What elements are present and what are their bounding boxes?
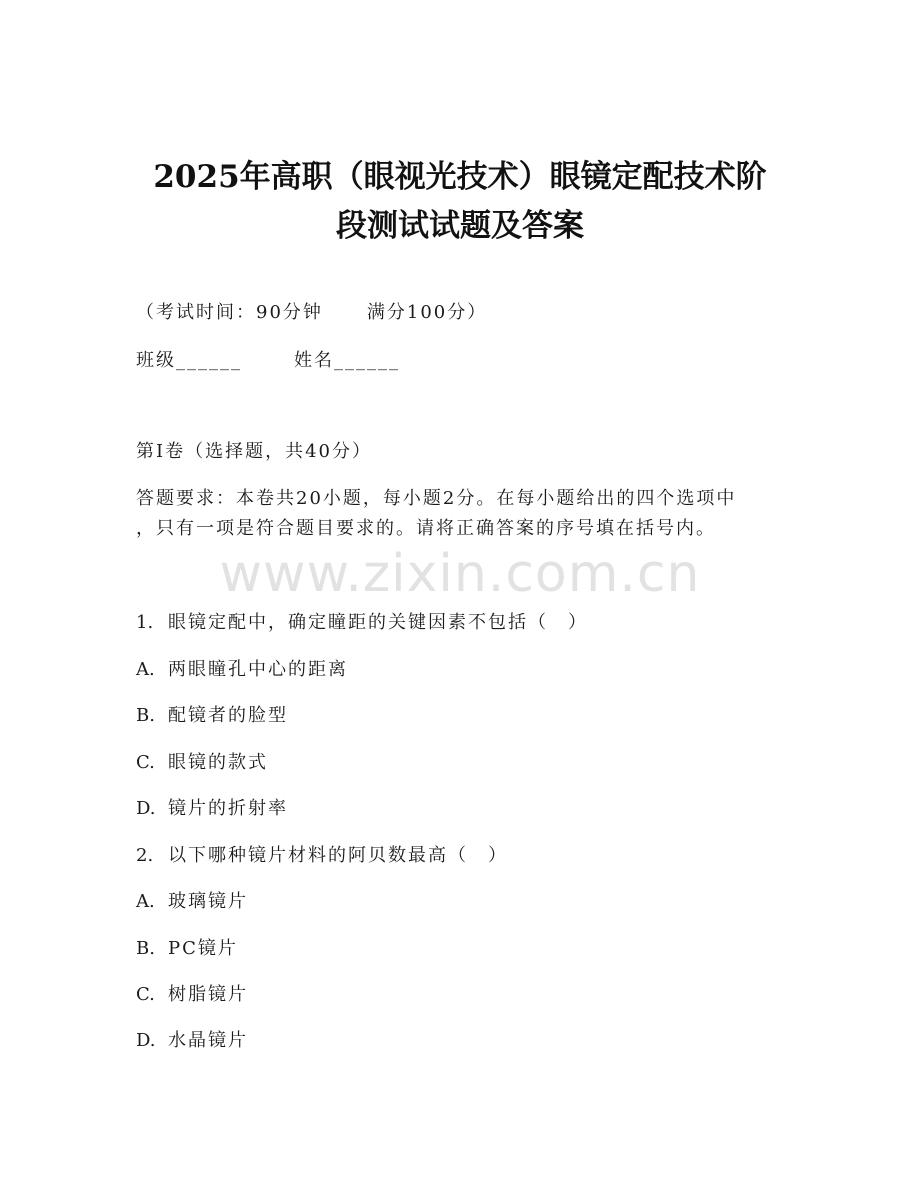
document-title-line-1: 2025年高职（眼视光技术）眼镜定配技术阶 (153, 159, 767, 195)
option-letter: C. (136, 752, 155, 773)
question-1-option-d (136, 800, 288, 818)
question-1-option-a (136, 661, 348, 679)
section-title: 第I卷（选择题，共40分） (136, 441, 373, 462)
question-1-option-b (136, 707, 288, 725)
question-number: 1. (136, 612, 154, 633)
option-letter: A. (136, 659, 155, 680)
name-field: 姓名______ (294, 350, 400, 371)
student-info (136, 352, 400, 370)
option-text: 眼镜的款式 (168, 752, 268, 773)
requirement-line-1: 答题要求：本卷共20小题，每小题2分。在每小题给出的四个选项中 (136, 488, 737, 509)
question-number: 2. (136, 845, 154, 866)
requirement-line-2: ，只有一项是符合题目要求的。请将正确答案的序号填在括号内。 (136, 518, 716, 539)
option-text: 配镜者的脸型 (168, 705, 288, 726)
document-title-line-2: 段测试试题及答案 (336, 208, 584, 244)
option-text: PC镜片 (168, 938, 238, 959)
option-letter: B. (136, 705, 155, 726)
question-1-option-c (136, 754, 268, 772)
class-field: 班级______ (136, 350, 242, 371)
question-2-option-d (136, 1032, 248, 1050)
option-text: 两眼瞳孔中心的距离 (168, 659, 348, 680)
option-letter: C. (136, 984, 155, 1005)
question-2-option-b (136, 940, 238, 958)
question-1 (136, 614, 588, 632)
exam-info (136, 304, 487, 322)
question-2 (136, 847, 508, 865)
exam-time: （考试时间：90分钟 (136, 302, 323, 323)
option-letter: D. (136, 1030, 156, 1051)
option-text: 镜片的折射率 (168, 798, 288, 819)
option-letter: A. (136, 891, 155, 912)
option-letter: D. (136, 798, 156, 819)
option-letter: B. (136, 938, 155, 959)
option-text: 树脂镜片 (168, 984, 248, 1005)
option-text: 水晶镜片 (168, 1030, 248, 1051)
full-score: 满分100分） (366, 302, 488, 323)
question-2-option-c (136, 986, 248, 1004)
question-text: 眼镜定配中，确定瞳距的关键因素不包括（ ） (168, 612, 588, 633)
watermark: www.zixin.com.cn (219, 544, 701, 604)
question-2-option-a (136, 893, 248, 911)
option-text: 玻璃镜片 (168, 891, 248, 912)
question-text: 以下哪种镜片材料的阿贝数最高（ ） (168, 845, 508, 866)
